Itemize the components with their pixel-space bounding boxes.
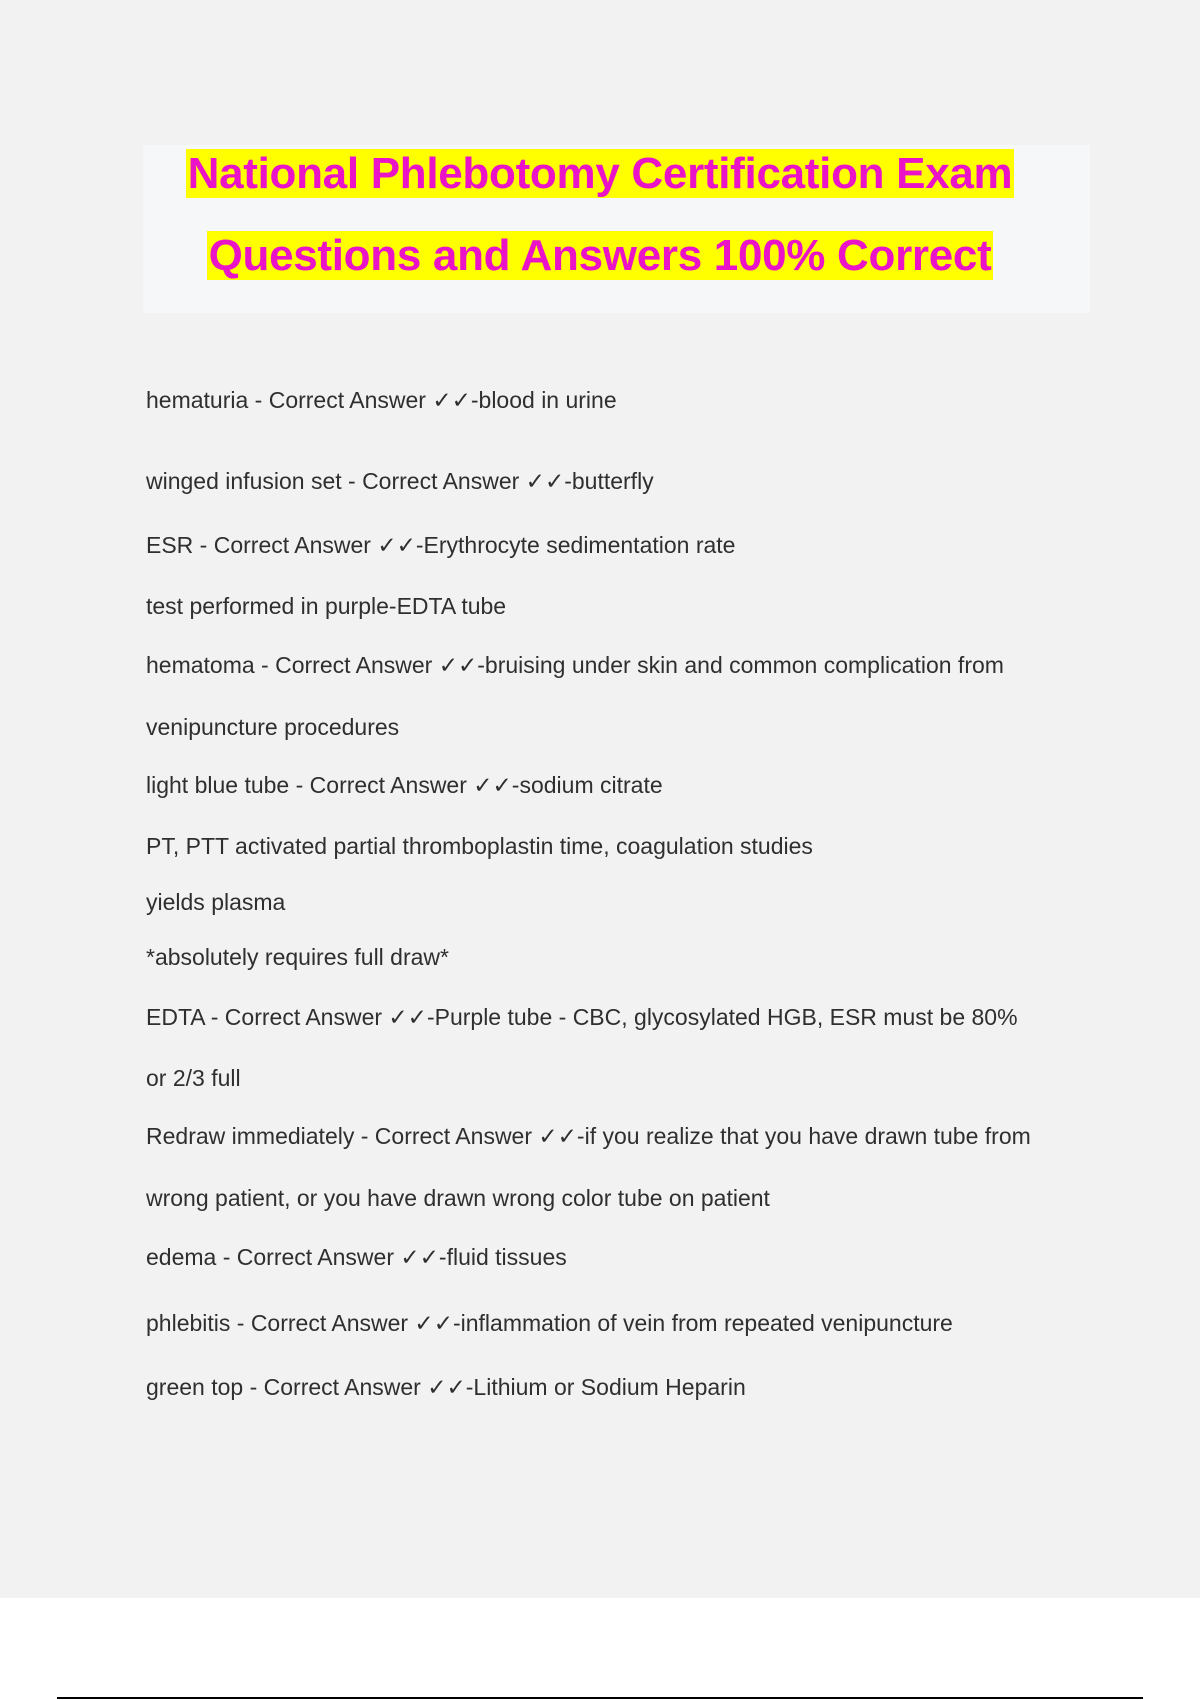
bottom-divider xyxy=(57,1697,1143,1699)
qa-line-green-top: green top - Correct Answer ✓✓-Lithium or Sodium Heparin xyxy=(146,1374,746,1400)
qa-line-edema: edema - Correct Answer ✓✓-fluid tissues xyxy=(146,1244,567,1270)
title-line-1-text: National Phlebotomy Certification Exam xyxy=(187,149,1013,198)
qa-line-edta: EDTA - Correct Answer ✓✓-Purple tube - CBC, glycosylated HGB, ESR must be 80% xyxy=(146,1004,1018,1030)
qa-line-light-blue-tube-continued: PT, PTT activated partial thromboplastin time, coagulation studies xyxy=(146,833,813,859)
qa-line-hematuria: hematuria - Correct Answer ✓✓-blood in urine xyxy=(146,387,617,413)
qa-line-hematoma-continued: venipuncture procedures xyxy=(146,714,400,740)
qa-line-winged-infusion-set: winged infusion set - Correct Answer ✓✓-butterfly xyxy=(146,468,654,494)
qa-line-full-draw: *absolutely requires full draw* xyxy=(146,944,449,970)
qa-line-edta-continued: or 2/3 full xyxy=(146,1065,241,1091)
qa-line-redraw-continued: wrong patient, or you have drawn wrong color tube on patient xyxy=(146,1185,770,1211)
qa-line-hematoma: hematoma - Correct Answer ✓✓-bruising under skin and common complication from xyxy=(146,652,1004,678)
title-line-1 xyxy=(0,147,1200,201)
qa-line-light-blue-tube: light blue tube - Correct Answer ✓✓-sodium citrate xyxy=(146,772,663,798)
qa-line-phlebitis: phlebitis - Correct Answer ✓✓-inflammation of vein from repeated venipuncture xyxy=(146,1310,953,1336)
title-line-2-text: Questions and Answers 100% Correct xyxy=(208,231,992,280)
qa-line-esr-continued: test performed in purple-EDTA tube xyxy=(146,593,507,619)
qa-line-yields-plasma: yields plasma xyxy=(146,889,286,915)
qa-line-esr: ESR - Correct Answer ✓✓-Erythrocyte sedimentation rate xyxy=(146,532,736,558)
title-line-2 xyxy=(0,229,1200,283)
qa-line-redraw-immediately: Redraw immediately - Correct Answer ✓✓-if you realize that you have drawn tube from xyxy=(146,1123,1031,1149)
